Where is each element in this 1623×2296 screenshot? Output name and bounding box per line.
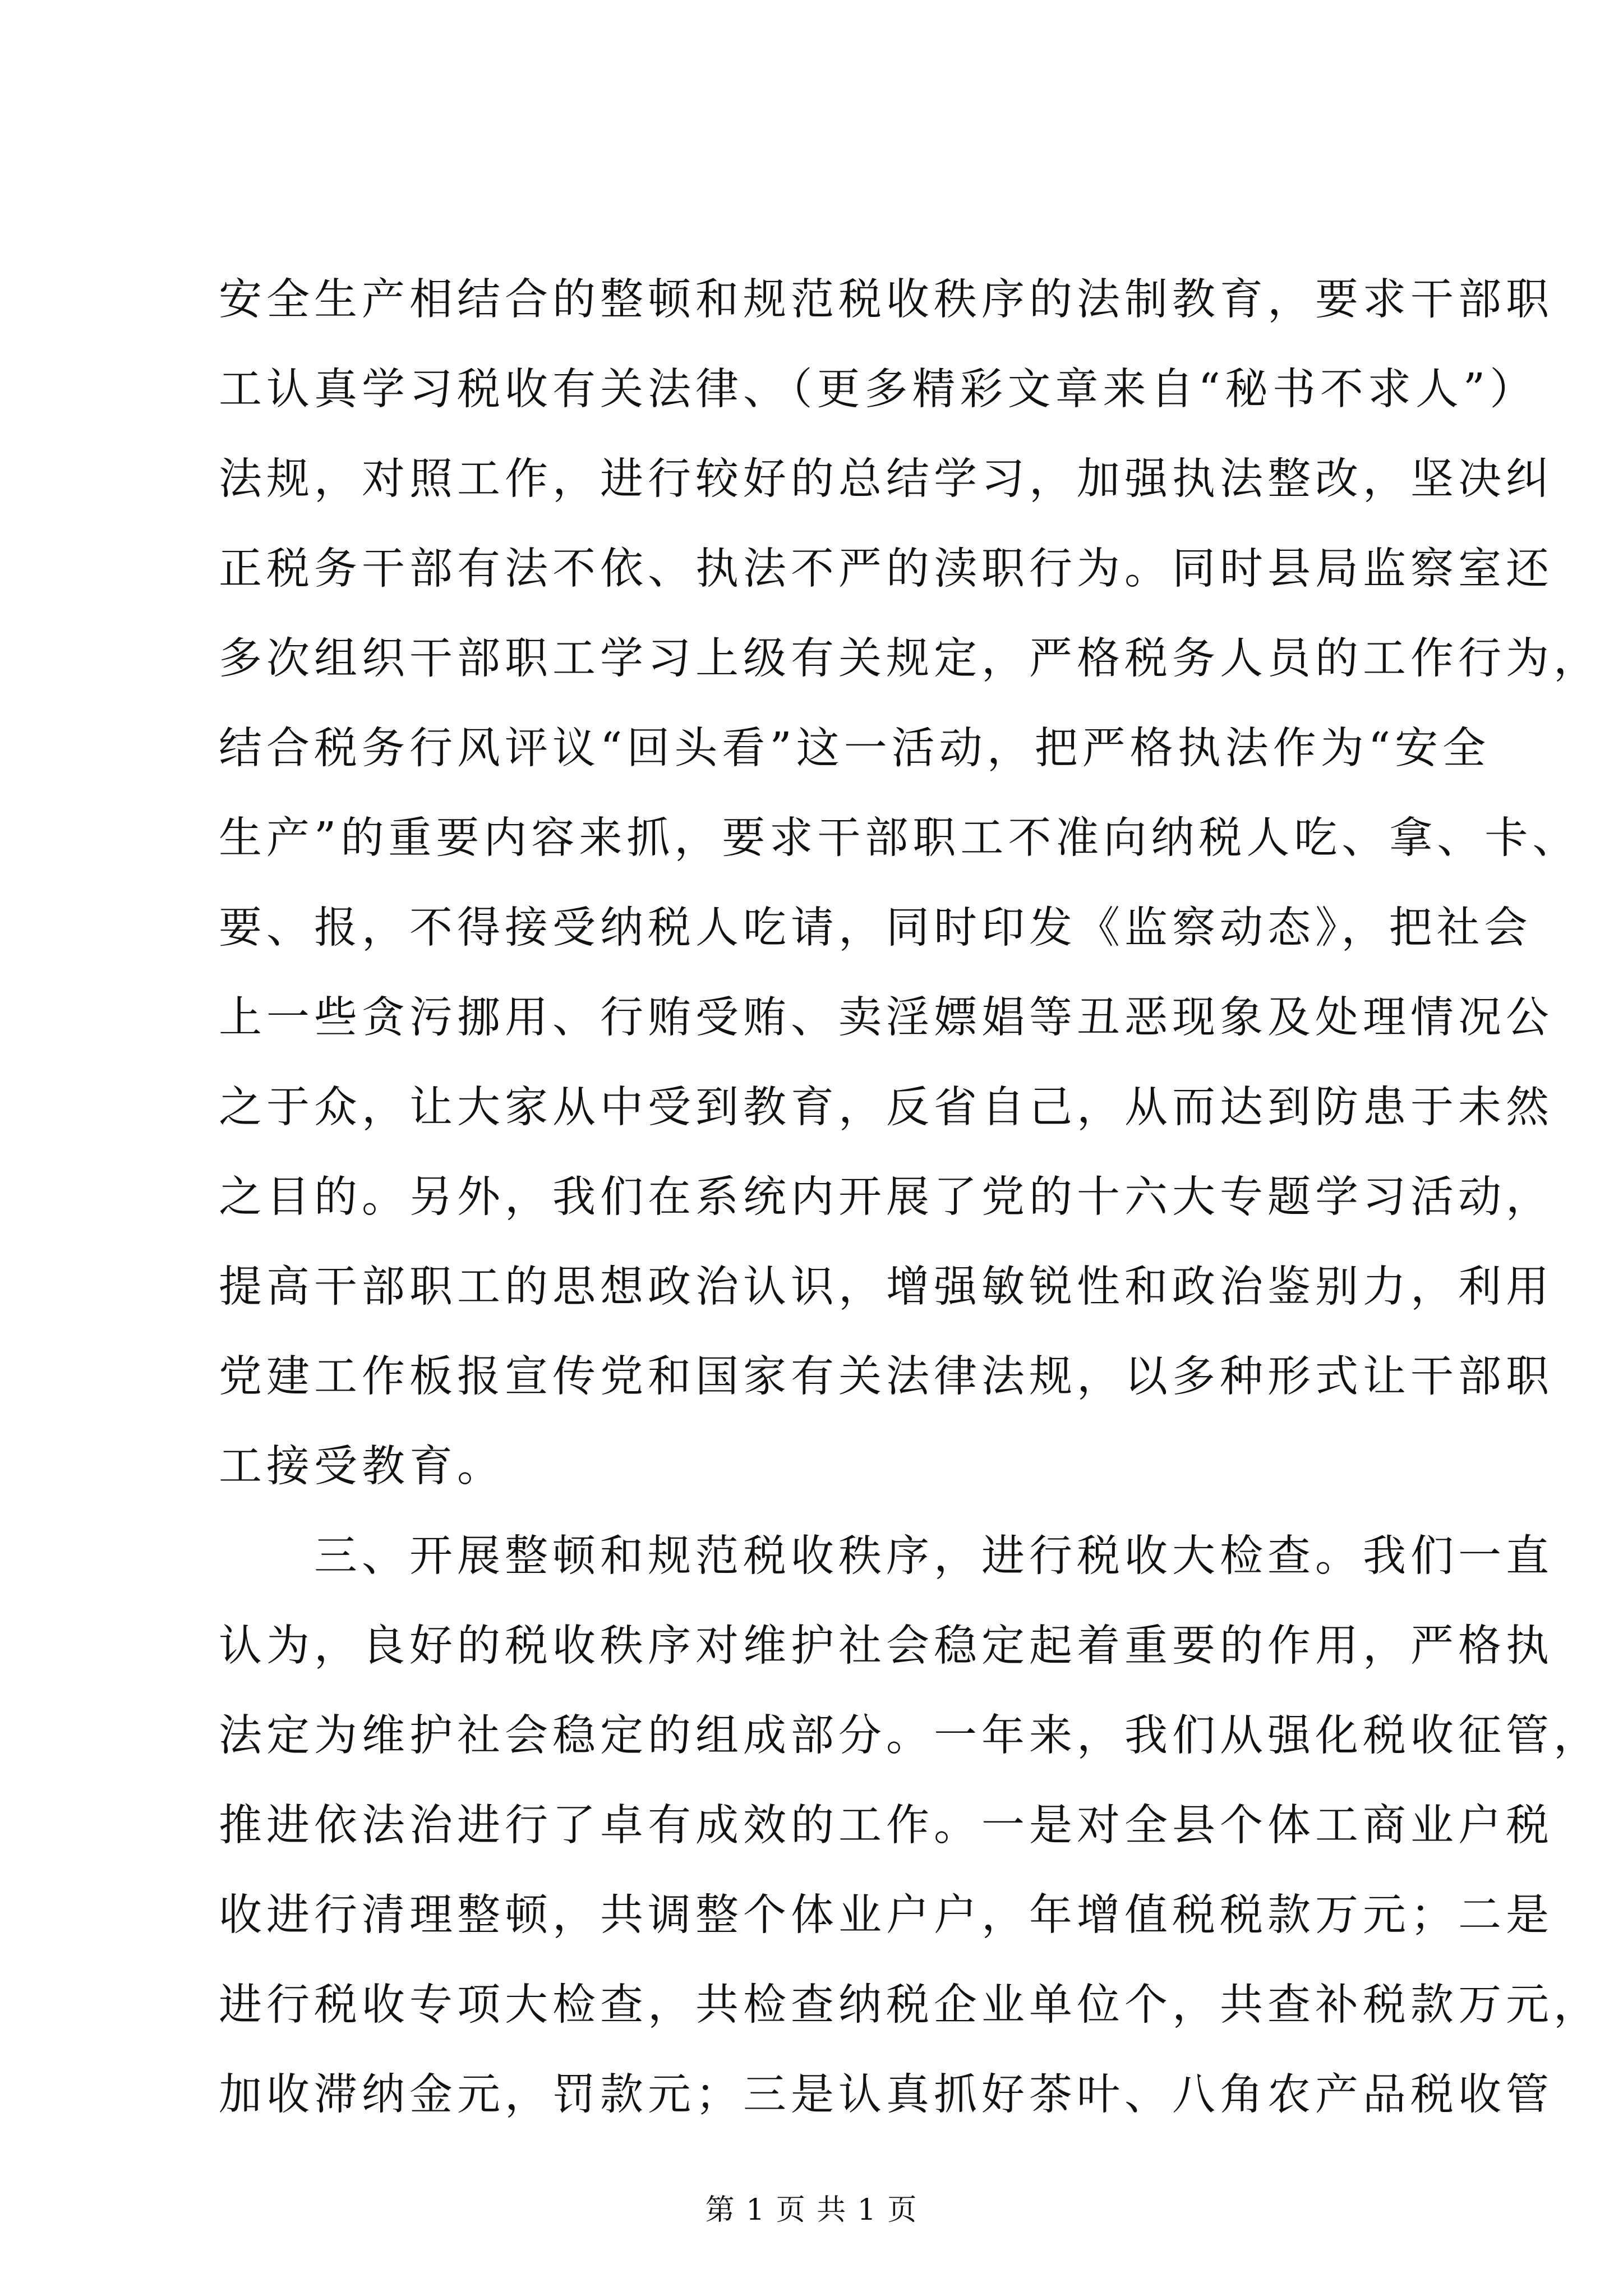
- text-line: 提高干部职工的思想政治认识，增强敏锐性和政治鉴别力，利用: [219, 1262, 1553, 1312]
- page-number: 第 1 页 共 1 页: [705, 2193, 918, 2227]
- text-line: 生产”的重要内容来抓，要求干部职工不准向纳税人吃、拿、卡、: [219, 813, 1580, 863]
- body-text: [219, 255, 1601, 2140]
- text-line: 加收滞纳金元，罚款元；三是认真抓好茶叶、八角农产品税收管: [219, 2070, 1553, 2120]
- text-line: 之目的。另外，我们在系统内开展了党的十六大专题学习活动，: [219, 1172, 1553, 1222]
- text-line: 推进依法治进行了卓有成效的工作。一是对全县个体工商业户税: [219, 1801, 1553, 1851]
- text-line: 之于众，让大家从中受到教育，反省自己，从而达到防患于未然: [219, 1083, 1553, 1133]
- page-footer: [0, 2191, 1623, 2230]
- text-line: 上一些贪污挪用、行贿受贿、卖淫嫖娼等丑恶现象及处理情况公: [219, 993, 1553, 1043]
- text-line: 收进行清理整顿，共调整个体业户户，年增值税税款万元；二是: [219, 1890, 1553, 1940]
- text-line: 安全生产相结合的整顿和规范税收秩序的法制教育，要求干部职: [219, 275, 1553, 325]
- text-line: 要、报，不得接受纳税人吃请，同时印发《监察动态》，把社会: [219, 903, 1532, 953]
- text-line: 结合税务行风评议“回头看”这一活动，把严格执法作为“安全: [219, 724, 1491, 774]
- text-line: 认为，良好的税收秩序对维护社会稳定起着重要的作用，严格执: [219, 1621, 1553, 1671]
- text-line: 多次组织干部职工学习上级有关规定，严格税务人员的工作行为，: [219, 634, 1601, 684]
- text-line: 工接受教育。: [219, 1442, 505, 1492]
- text-line: 党建工作板报宣传党和国家有关法律法规，以多种形式让干部职: [219, 1352, 1553, 1402]
- paragraph-start-line: 三、开展整顿和规范税收秩序，进行税收大检查。我们一直: [219, 1531, 1553, 1581]
- text-line: 法定为维护社会稳定的组成部分。一年来，我们从强化税收征管，: [219, 1711, 1601, 1761]
- text-line: 进行税收专项大检查，共检查纳税企业单位个，共查补税款万元，: [219, 1980, 1601, 2030]
- text-line: 工认真学习税收有关法律、（更多精彩文章来自“秘书不求人”）: [219, 365, 1538, 415]
- text-line: 法规，对照工作，进行较好的总结学习，加强执法整改，坚决纠: [219, 454, 1553, 504]
- text-line: 正税务干部有法不依、执法不严的渎职行为。同时县局监察室还: [219, 544, 1553, 594]
